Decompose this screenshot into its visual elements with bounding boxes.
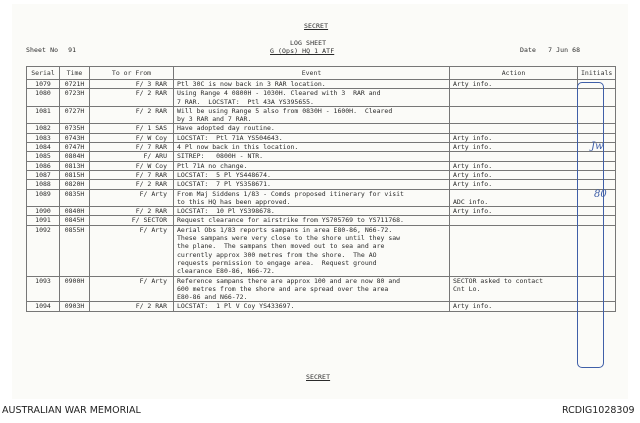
col-header-time: Time — [60, 67, 90, 80]
row-time: 0813H — [60, 161, 90, 170]
row-from: F/ SECTOR — [90, 216, 174, 225]
date-field — [520, 46, 580, 54]
sheet-number — [26, 46, 76, 54]
table-row — [27, 89, 616, 107]
row-time: 0840H — [60, 207, 90, 216]
row-event: Ptl 30C is now back in 3 RAR location. — [174, 80, 450, 89]
row-time: 0845H — [60, 216, 90, 225]
table-row — [27, 207, 616, 216]
row-serial: 1082 — [27, 124, 60, 133]
row-from: F/ ARU — [90, 152, 174, 161]
table-row — [27, 216, 616, 225]
row-time: 0903H — [60, 302, 90, 311]
date-label: Date — [520, 46, 537, 54]
row-serial: 1094 — [27, 302, 60, 311]
row-event: Aerial Obs 1/83 reports sampans in area E80-86, N66-72. These sampans were very close to the shore until they saw the plane. The sampans then moved out to sea and are currently approx 300 metres from the shore. The AO requests permission to engage area. Request ground clearance E80-86, N66-72. — [174, 225, 450, 276]
row-action — [450, 216, 578, 225]
row-action: SECTOR asked to contact Cnt Lo. — [450, 276, 578, 302]
row-action: Arty info. — [450, 80, 578, 89]
row-time: 0804H — [60, 152, 90, 161]
row-time: 0721H — [60, 80, 90, 89]
initials-mark-2: 80 — [594, 189, 607, 200]
sheet-label: Sheet No — [26, 46, 59, 54]
row-action: Arty info. — [450, 161, 578, 170]
row-from: F/ 2 RAR — [90, 180, 174, 189]
col-header-action: Action — [450, 67, 578, 80]
row-from: F/ 2 RAR — [90, 89, 174, 107]
row-serial: 1084 — [27, 143, 60, 152]
table-row — [27, 180, 616, 189]
row-action: Arty info. — [450, 170, 578, 179]
row-event: Have adopted day routine. — [174, 124, 450, 133]
table-row — [27, 225, 616, 276]
row-event: 4 Pl now back in this location. — [174, 143, 450, 152]
row-event: Ptl 71A no change. — [174, 161, 450, 170]
row-serial: 1090 — [27, 207, 60, 216]
classification-bottom: SECRET — [306, 373, 331, 381]
table-row — [27, 106, 616, 124]
row-action: Arty info. — [450, 180, 578, 189]
col-header-event: Event — [174, 67, 450, 80]
row-event: LOCSTAT: 7 Pl YS358671. — [174, 180, 450, 189]
footer-credit: AUSTRALIAN WAR MEMORIAL — [2, 405, 141, 416]
sheet-no-value: 91 — [68, 46, 77, 54]
row-from: F/ W Coy — [90, 161, 174, 170]
table-row — [27, 143, 616, 152]
row-serial: 1079 — [27, 80, 60, 89]
initials-bracket-mark — [577, 82, 604, 368]
col-header-serial: Serial — [27, 67, 60, 80]
log-table — [26, 66, 616, 312]
row-serial: 1092 — [27, 225, 60, 276]
row-from: F/ Arty — [90, 189, 174, 207]
col-header-initials: Initials — [578, 67, 616, 80]
row-event: LOCSTAT: 1 Pl V Coy YS433697. — [174, 302, 450, 311]
row-time: 0723H — [60, 89, 90, 107]
row-action: Arty info. — [450, 302, 578, 311]
row-from: F/ Arty — [90, 276, 174, 302]
row-action: Arty info. — [450, 207, 578, 216]
row-event: Will be using Range 5 also from 0830H - 1600H. Cleared by 3 RAR and 7 RAR. — [174, 106, 450, 124]
row-time: 0747H — [60, 143, 90, 152]
row-from: F/ 2 RAR — [90, 106, 174, 124]
row-action — [450, 106, 578, 124]
row-serial: 1080 — [27, 89, 60, 107]
row-serial: 1087 — [27, 170, 60, 179]
table-row — [27, 170, 616, 179]
row-time: 0743H — [60, 133, 90, 142]
row-from: F/ 3 RAR — [90, 80, 174, 89]
row-event: LOCSTAT: 10 Pl YS398678. — [174, 207, 450, 216]
row-time: 0900H — [60, 276, 90, 302]
row-serial: 1093 — [27, 276, 60, 302]
row-event: Request clearance for airstrike from YS705769 to YS711768. — [174, 216, 450, 225]
row-action — [450, 89, 578, 107]
row-event: From Maj Siddens 1/83 - Comds proposed itinerary for visit to this HQ has been approved. — [174, 189, 450, 207]
row-serial: 1088 — [27, 180, 60, 189]
row-serial: 1085 — [27, 152, 60, 161]
row-time: 0820H — [60, 180, 90, 189]
title-line1: LOG SHEET — [290, 39, 327, 47]
row-serial: 1089 — [27, 189, 60, 207]
row-from: F/ W Coy — [90, 133, 174, 142]
title-line2: G (Ops) HQ 1 ATF — [270, 47, 335, 55]
row-event: SITREP: 0800H - NTR. — [174, 152, 450, 161]
row-serial: 1083 — [27, 133, 60, 142]
table-header-row — [27, 67, 616, 80]
table-row — [27, 302, 616, 311]
row-action — [450, 225, 578, 276]
row-action — [450, 124, 578, 133]
row-time: 0735H — [60, 124, 90, 133]
row-action — [450, 152, 578, 161]
row-serial: 1086 — [27, 161, 60, 170]
row-from: F/ 2 RAR — [90, 302, 174, 311]
row-serial: 1081 — [27, 106, 60, 124]
col-header-from: To or From — [90, 67, 174, 80]
row-serial: 1091 — [27, 216, 60, 225]
classification-top: SECRET — [304, 22, 329, 30]
row-time: 0815H — [60, 170, 90, 179]
table-row — [27, 161, 616, 170]
initials-mark-1: Jw — [591, 141, 604, 152]
row-event: Reference sampans there are approx 100 and are now 80 and 600 metres from the shore and are spread over the area E80-86 and N66-72. — [174, 276, 450, 302]
table-row — [27, 133, 616, 142]
footer-record-id: RCDIG1028309 — [562, 405, 635, 416]
row-action: Arty info. — [450, 133, 578, 142]
row-from: F/ 7 RAR — [90, 143, 174, 152]
row-from: F/ 7 RAR — [90, 170, 174, 179]
row-time: 0835H — [60, 189, 90, 207]
date-value: 7 Jun 68 — [548, 46, 581, 54]
table-row — [27, 152, 616, 161]
row-action: ADC info. — [450, 189, 578, 207]
row-event: LOCSTAT: 5 Pl YS448674. — [174, 170, 450, 179]
row-time: 0727H — [60, 106, 90, 124]
table-row — [27, 80, 616, 89]
row-action: Arty info. — [450, 143, 578, 152]
row-from: F/ 2 RAR — [90, 207, 174, 216]
row-time: 0855H — [60, 225, 90, 276]
table-row — [27, 189, 616, 207]
row-event: LOCSTAT: Ptl 71A YS504643. — [174, 133, 450, 142]
table-row — [27, 124, 616, 133]
row-from: F/ Arty — [90, 225, 174, 276]
table-row — [27, 276, 616, 302]
row-event: Using Range 4 0800H - 1030H. Cleared with 3 RAR and 7 RAR. LOCSTAT: Ptl 43A YS395655. — [174, 89, 450, 107]
row-from: F/ 1 SAS — [90, 124, 174, 133]
